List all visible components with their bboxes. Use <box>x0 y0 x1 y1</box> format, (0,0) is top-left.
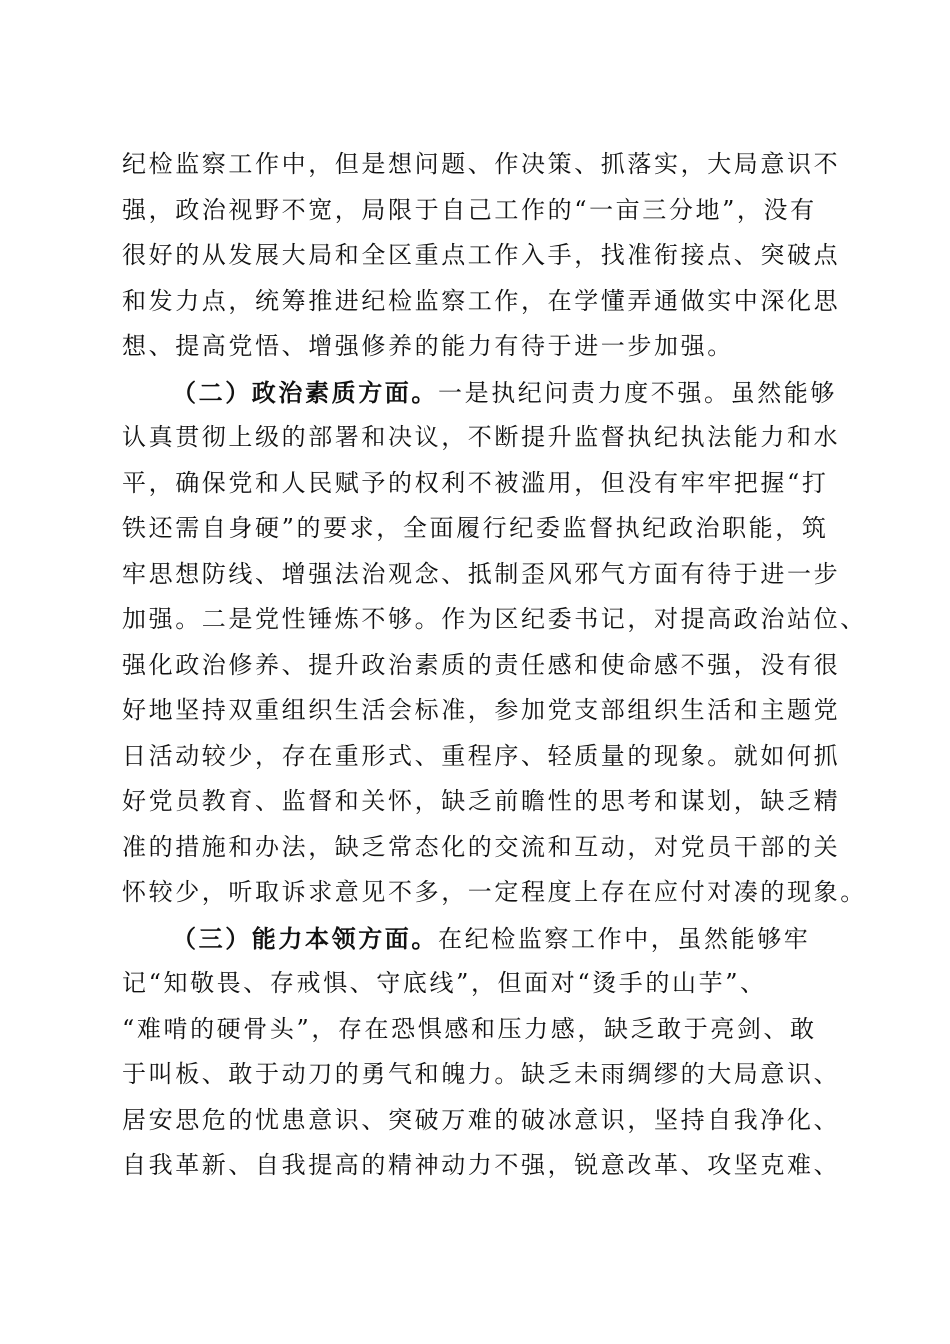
text-line <box>122 916 842 962</box>
paragraph-political-quality <box>122 370 867 916</box>
text-line: 好党员教育、监督和关怀，缺乏前瞻性的思考和谋划，缺乏精 <box>122 787 841 815</box>
text-line: 居安思危的忧患意识、突破万难的破冰意识，坚持自我净化、 <box>122 1105 841 1134</box>
text-line: 强化政治修养、提升政治素质的责任感和使命感不强，没有很 <box>122 650 841 679</box>
document-body <box>122 142 867 1189</box>
text-line: 准的措施和办法，缺乏常态化的交流和互动，对党员干部的关 <box>122 832 841 861</box>
text-line: 日活动较少，存在重形式、重程序、轻质量的现象。就如何抓 <box>122 741 841 770</box>
text-line: 好地坚持双重组织生活会标准，参加党支部组织生活和主题党 <box>122 696 841 724</box>
text-span: 一是执纪问责力度不强。虽然能够 <box>438 378 837 407</box>
text-line: 和发力点，统筹推进纪检监察工作，在学懂弄通做实中深化思 <box>122 286 841 315</box>
text-line: 想、提高党悟、增强修养的能力有待于进一步加强。 <box>122 332 734 360</box>
section-heading: （三）能力本领方面。 <box>172 923 438 953</box>
text-line: 铁还需自身硬”的要求，全面履行纪委监督执纪政治职能，筑 <box>122 514 829 542</box>
text-line: “难啃的硬骨头”，存在恐惧感和压力感，缺乏敢于亮剑、敢 <box>122 1014 817 1043</box>
text-line: 很好的从发展大局和全区重点工作入手，找准衔接点、突破点 <box>122 241 841 269</box>
text-span: 在纪检监察工作中，虽然能够牢 <box>438 924 811 953</box>
text-line: 记“知敬畏、存戒惧、守底线”，但面对“烫手的山芋”、 <box>122 969 767 997</box>
text-line: 纪检监察工作中，但是想问题、作决策、抓落实，大局意识不 <box>122 150 841 178</box>
text-line: 强，政治视野不宽，局限于自己工作的“一亩三分地”，没有 <box>122 195 817 224</box>
section-heading: （二）政治素质方面。 <box>172 377 438 407</box>
text-line: 平，确保党和人民赋予的权利不被滥用，但没有牢牢把握“打 <box>122 468 829 497</box>
text-line <box>122 370 842 416</box>
text-line: 自我革新、自我提高的精神动力不强，锐意改革、攻坚克难、 <box>122 1151 841 1179</box>
text-line: 怀较少，听取诉求意见不多，一定程度上存在应付对凑的现象。 <box>122 878 867 906</box>
text-line: 加强。二是党性锤炼不够。作为区纪委书记，对提高政治站位、 <box>122 605 867 633</box>
text-line: 认真贯彻上级的部署和决议，不断提升监督执纪执法能力和水 <box>122 423 841 451</box>
text-line: 于叫板、敢于动刀的勇气和魄力。缺乏未雨绸缪的大局意识、 <box>122 1060 841 1088</box>
paragraph-continuation <box>122 142 842 370</box>
paragraph-ability <box>122 916 842 1189</box>
text-line: 牢思想防线、增强法治观念、抵制歪风邪气方面有待于进一步 <box>122 559 841 588</box>
